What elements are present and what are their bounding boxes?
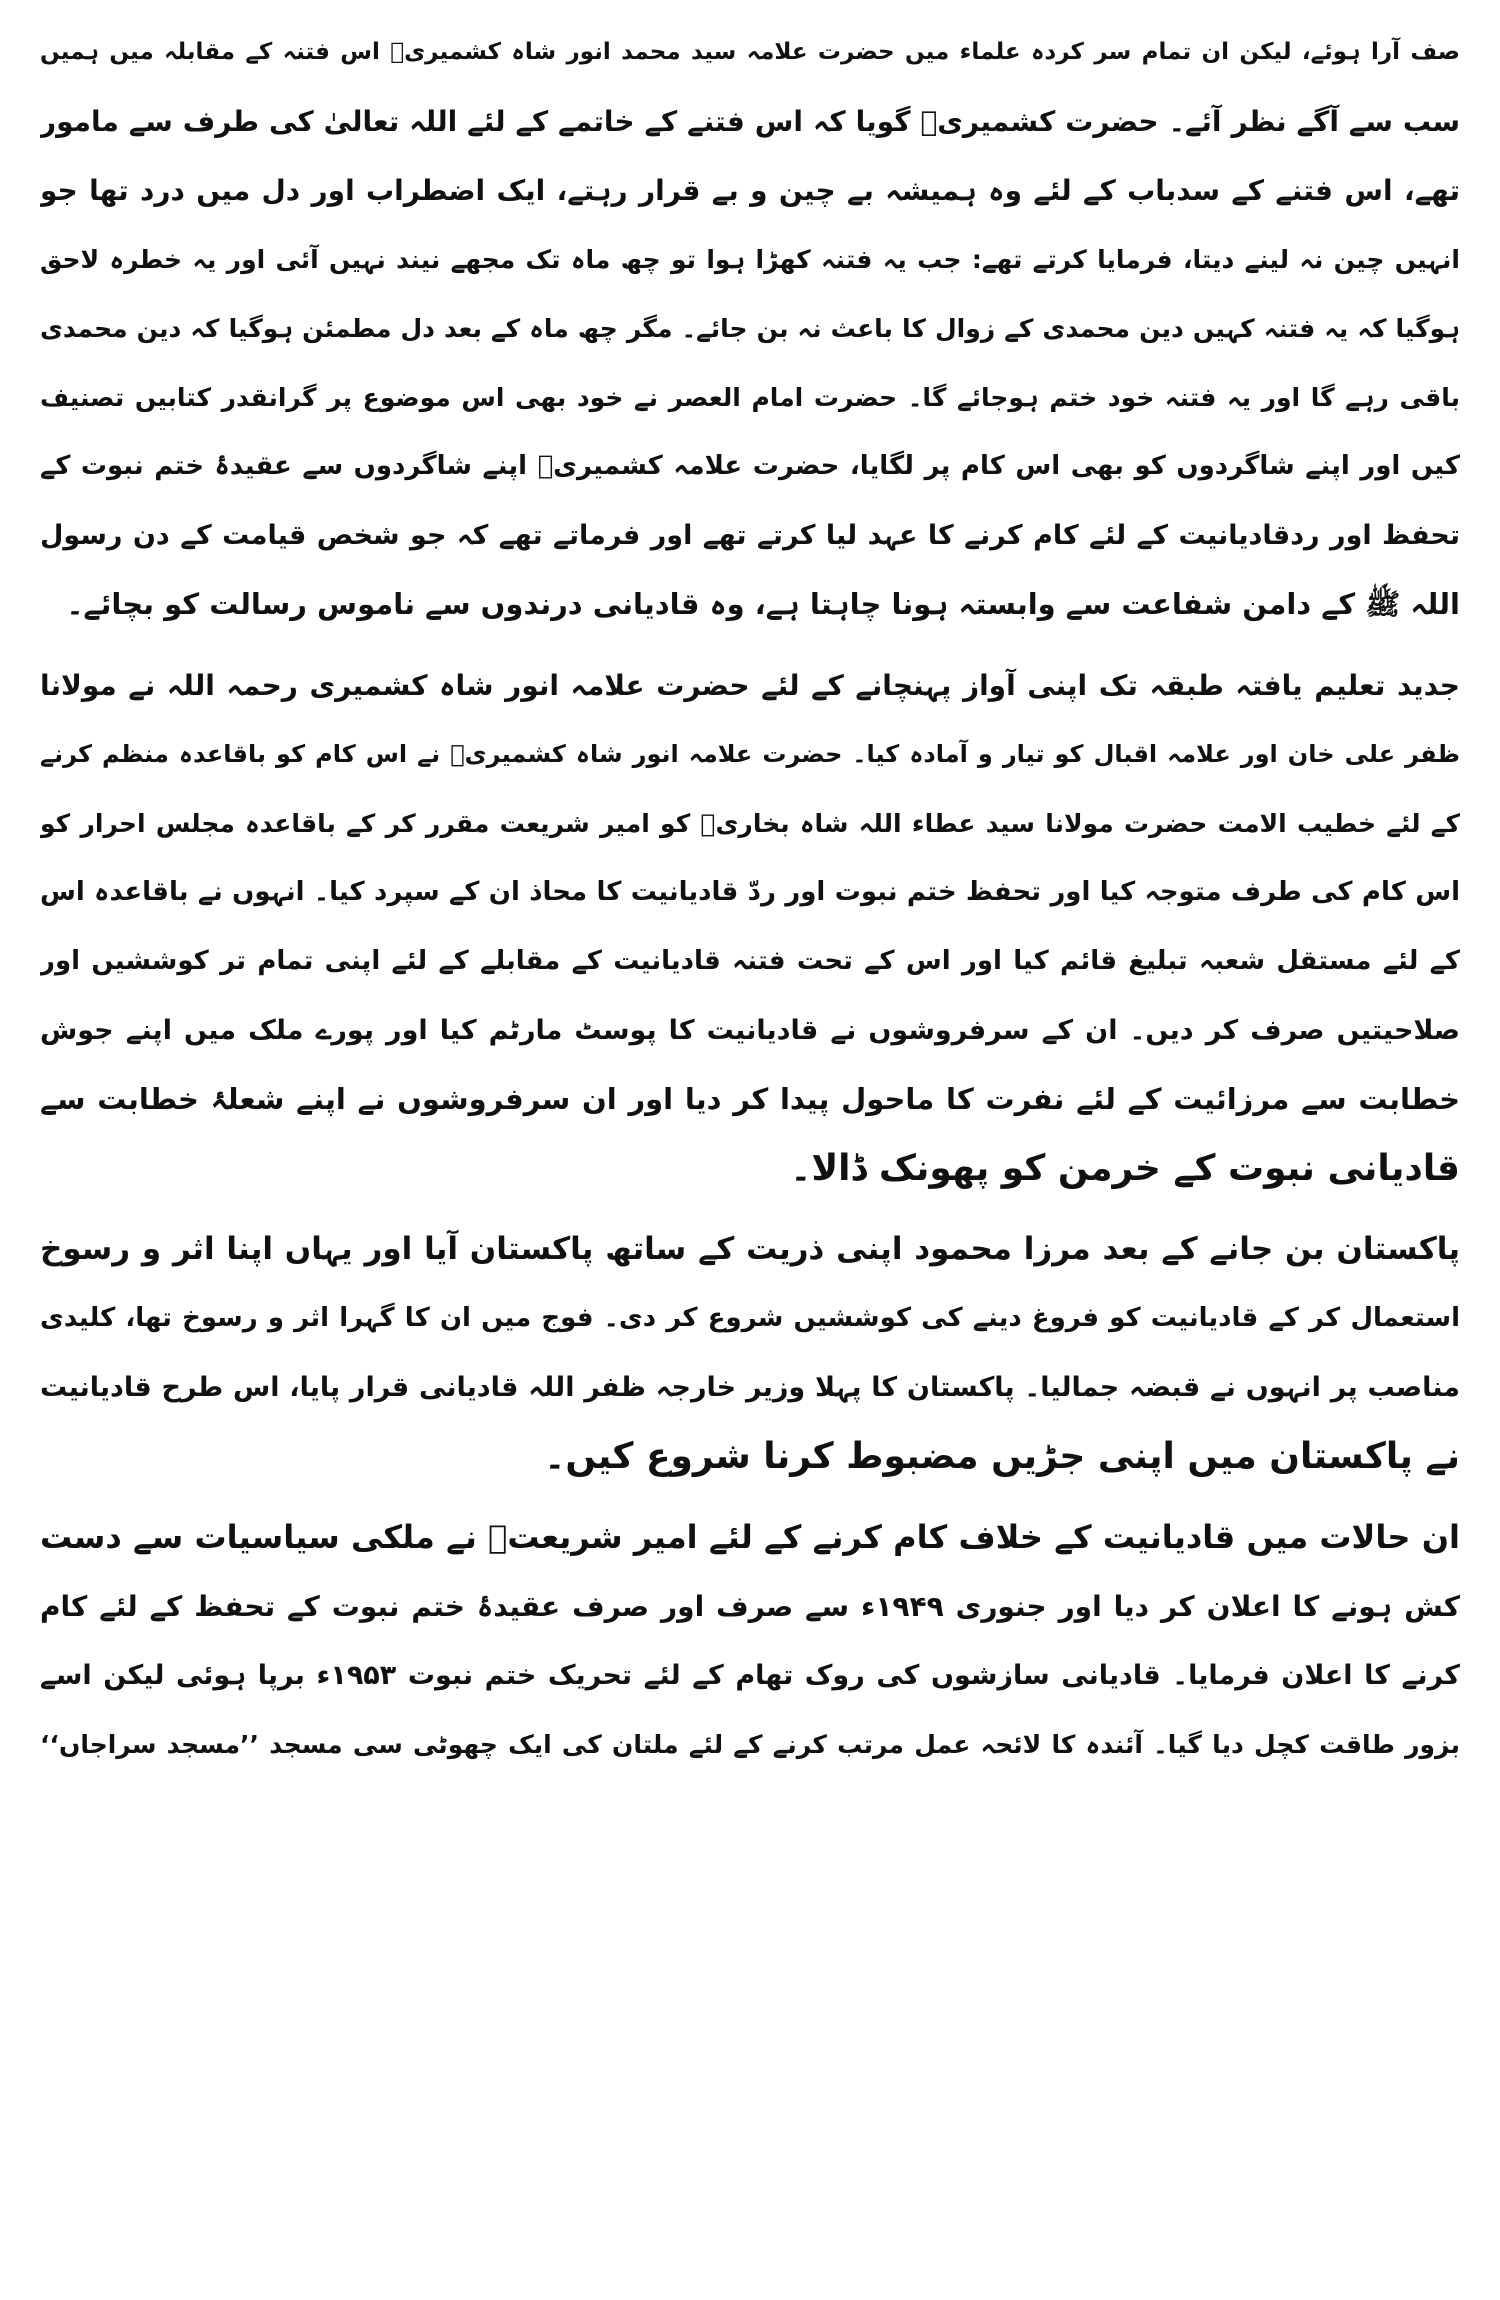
text-line: استعمال کر کے قادیانیت کو فروغ دینے کی کوششیں شروع کر دی۔ فوج میں ان کا گہرا اثر و رسوخ تھا، کلیدی [40,1303,1460,1333]
text-line: کے لئے مستقل شعبہ تبلیغ قائم کیا اور اس کے تحت فتنہ قادیانیت کے مقابلے کے لئے اپنی تمام تر کوششیں اور [40,946,1460,976]
text-line: ظفر علی خان اور علامہ اقبال کو تیار و آمادہ کیا۔ حضرت علامہ انور شاہ کشمیریؒ نے اس کام کو باقاعدہ منظم کرنے [40,740,1460,768]
paragraph-4 [40,1503,1460,1779]
text-line: انہیں چین نہ لینے دیتا، فرمایا کرتے تھے: جب یہ فتنہ کھڑا ہوا تو چھ ماہ تک مجھے نیند نہیں آئی اور یہ خطرہ لاحق [40,245,1460,274]
text-line: قادیانی نبوت کے خرمن کو پھونک ڈالا۔ [790,1148,1460,1189]
text-line: کے لئے خطیب الامت حضرت مولانا سید عطاء اللہ شاہ بخاریؒ کو امیر شریعت مقرر کر کے باقاعدہ مجلس احرار کو [40,809,1460,838]
text-line: خطابت سے مرزائیت کے لئے نفرت کا ماحول پیدا کر دیا اور ان سرفروشوں نے اپنے شعلۂ خطابت سے [40,1082,1460,1116]
text-line: بزور طاقت کچل دیا گیا۔ آئندہ کا لائحہ عمل مرتب کرنے کے لئے ملتان کی ایک چھوٹی سی مسجد ’’مسجد سراجاں‘‘ [40,1730,1460,1759]
text-line: صف آرا ہوئے، لیکن ان تمام سر کردہ علماء میں حضرت علامہ سید محمد انور شاہ کشمیریؒ اس فتنہ کے مقابلہ میں ہمیں [40,39,1460,65]
paragraph-3 [40,1215,1460,1491]
text-line: باقی رہے گا اور یہ فتنہ خود ختم ہوجائے گا۔ حضرت امام العصر نے خود بھی اس موضوع پر گرانقدر کتابیں تصنیف [40,383,1460,412]
text-line: سب سے آگے نظر آئے۔ حضرت کشمیریؒ گویا کہ اس فتنے کے خاتمے کے لئے اللہ تعالیٰ کی طرف سے مامور [40,105,1460,138]
text-line: جدید تعلیم یافتہ طبقہ تک اپنی آواز پہنچانے کے لئے حضرت علامہ انور شاہ کشمیری رحمہ اللہ نے مولانا [40,669,1460,702]
text-line: ہوگیا کہ یہ فتنہ کہیں دین محمدی کے زوال کا باعث نہ بن جائے۔ مگر چھ ماہ کے بعد دل مطمئن ہوگیا کہ دین محمدی [40,314,1460,343]
text-line: کرنے کا اعلان فرمایا۔ قادیانی سازشوں کی روک تھام کے لئے تحریک ختم نبوت ۱۹۵۳ء برپا ہوئی لیکن اسے [40,1660,1460,1691]
text-line: پاکستان بن جانے کے بعد مرزا محمود اپنی ذریت کے ساتھ پاکستان آیا اور یہاں اپنا اثر و رسوخ [40,1231,1460,1267]
text-line: کش ہونے کا اعلان کر دیا اور جنوری ۱۹۴۹ء سے صرف اور صرف عقیدۂ ختم نبوت کے تحفظ کے لئے کام [40,1590,1460,1623]
text-line: تھے، اس فتنے کے سدباب کے لئے وہ ہمیشہ بے چین و بے قرار رہتے، ایک اضطراب اور دل میں درد تھا جو [40,174,1460,207]
text-line: اس کام کی طرف متوجہ کیا اور تحفظ ختم نبوت اور ردّ قادیانیت کا محاذ ان کے سپرد کیا۔ انہوں نے باقاعدہ اس [40,877,1460,907]
text-line: تحفظ اور ردقادیانیت کے لئے کام کرنے کا عہد لیا کرتے تھے اور فرماتے تھے کہ جو شخص قیامت کے دن رسول [40,520,1460,551]
text-line: ان حالات میں قادیانیت کے خلاف کام کرنے کے لئے امیر شریعتؒ نے ملکی سیاسیات سے دست [40,1518,1460,1556]
paragraph-1 [40,18,1460,639]
text-line: کیں اور اپنے شاگردوں کو بھی اس کام پر لگایا، حضرت علامہ کشمیریؒ اپنے شاگردوں سے عقیدۂ ختم نبوت کے [40,451,1460,481]
paragraph-2 [40,651,1460,1203]
text-line: اللہ ﷺ کے دامن شفاعت سے وابستہ ہونا چاہتا ہے، وہ قادیانی درندوں سے ناموس رسالت کو بچائے۔ [66,587,1460,621]
text-line: صلاحیتیں صرف کر دیں۔ ان کے سرفروشوں نے قادیانیت کا پوسٹ مارٹم کیا اور پورے ملک میں اپنے جوش [40,1015,1460,1046]
text-line: مناصب پر انہوں نے قبضہ جمالیا۔ پاکستان کا پہلا وزیر خارجہ ظفر اللہ قادیانی قرار پایا، اس طرح قادیانیت [40,1372,1460,1403]
text-line: نے پاکستان میں اپنی جڑیں مضبوط کرنا شروع کیں۔ [544,1436,1460,1477]
